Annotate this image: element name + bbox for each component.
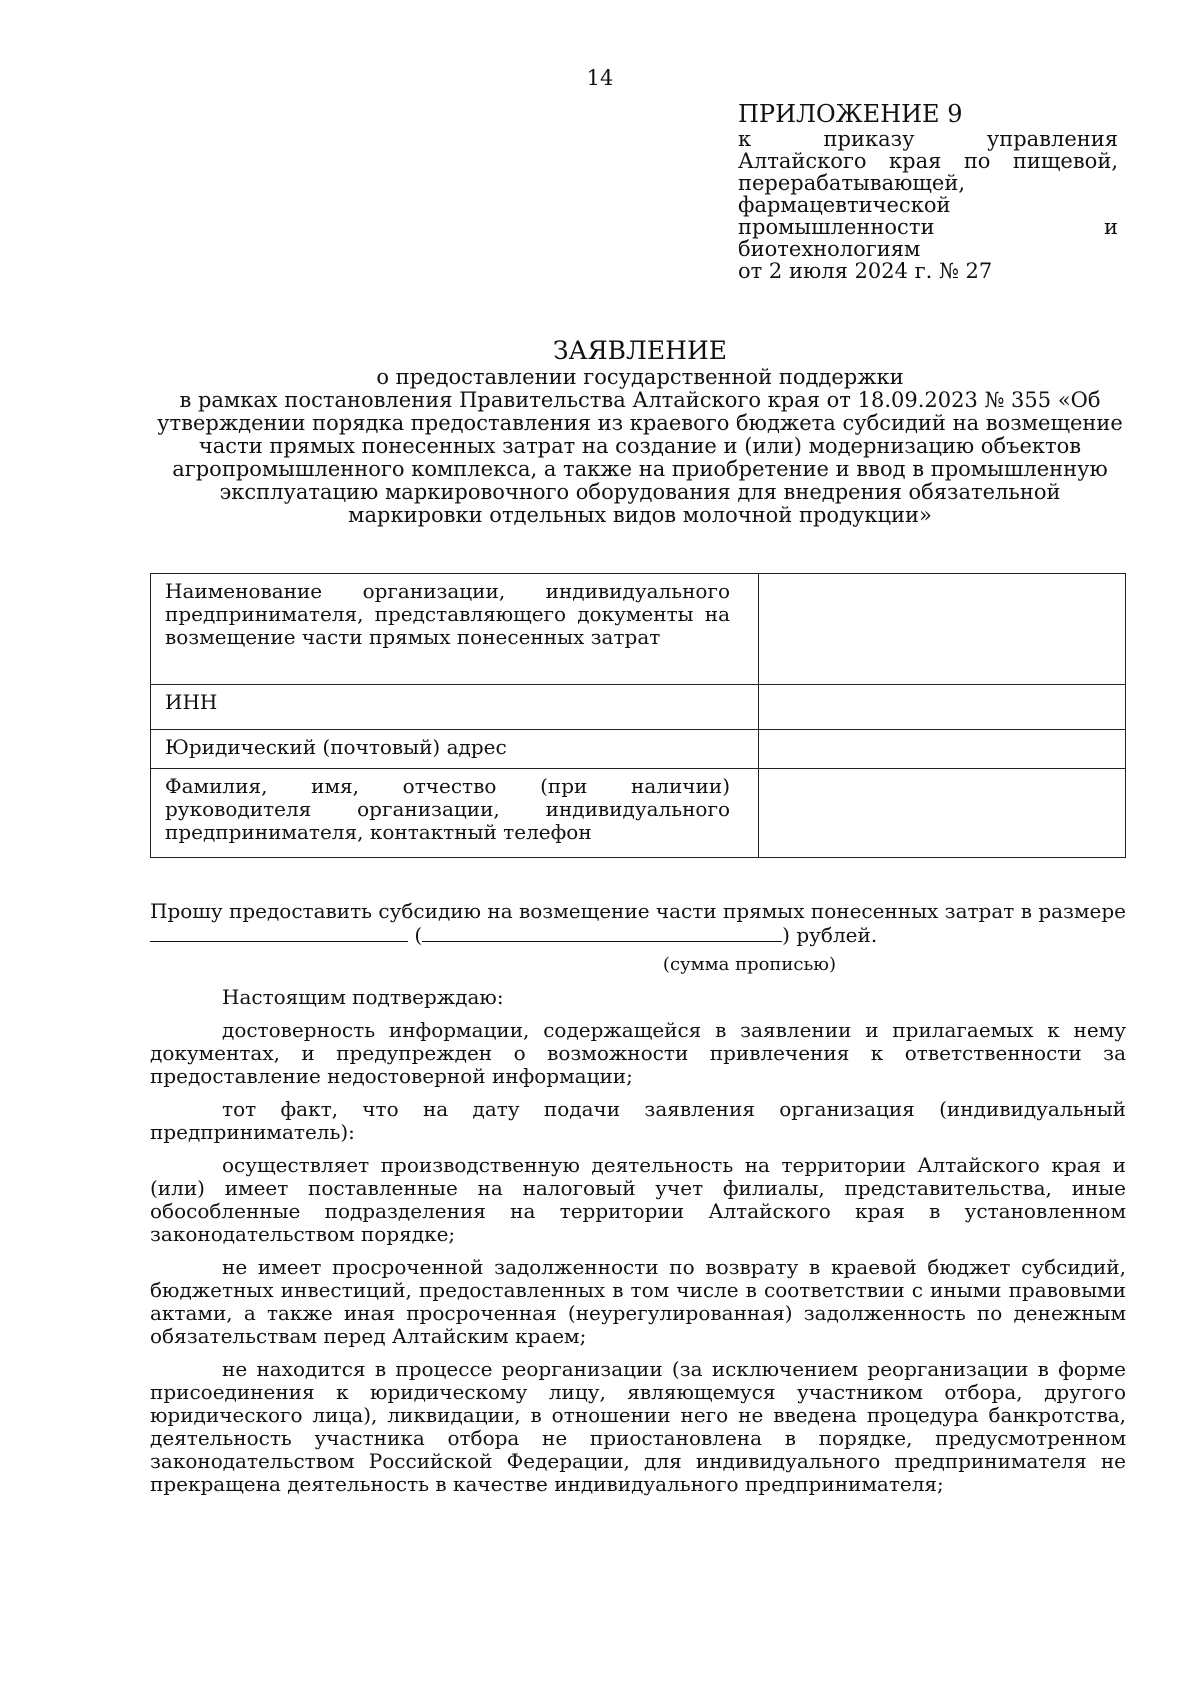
table-row — [151, 769, 1126, 858]
manager-label: Фамилия, имя, отчество (при наличии) руководителя организации, индивидуального предпринимателя, контактный телефон — [151, 769, 759, 858]
amount-words-caption: (сумма прописью) — [662, 954, 836, 975]
address-label: Юридический (почтовый) адрес — [151, 730, 759, 769]
table-row — [151, 685, 1126, 730]
confirm-intro: Настоящим подтверждаю: — [222, 985, 504, 1009]
appendix-body: к приказу управления Алтайского края по пищевой, перерабатывающей, фармацевтической промышленности и биотехнологиям — [738, 127, 1118, 261]
confirm-paragraph-5: не находится в процессе реорганизации (за исключением реорганизации в форме присоединения к юридическому лицу, являющемуся участником отбора, другого юридического лица), ликвидации, в отношении него не введена процедура банкротства, деятельность участника отбора не приостановлена в порядке, предусмотренном законодательством Российской Федерации, для индивидуального предпринимателя не прекращена деятельность в качестве индивидуального предпринимателя; — [150, 1357, 1126, 1496]
confirm-paragraph-2: тот факт, что на дату подачи заявления организация (индивидуальный предприниматель): — [150, 1097, 1126, 1144]
confirm-paragraph-1: достоверность информации, содержащейся в заявлении и прилагаемых к нему документах, и предупрежден о возможности привлечения к ответственности за предоставление недостоверной информации; — [150, 1018, 1126, 1088]
org-name-field[interactable] — [759, 574, 1126, 685]
table-row — [151, 730, 1126, 769]
applicant-info-table — [150, 573, 1126, 858]
open-paren: ( — [414, 923, 423, 947]
inn-label: ИНН — [151, 685, 759, 730]
confirm-paragraph-4: не имеет просроченной задолженности по возврату в краевой бюджет субсидий, бюджетных инвестиций, предоставленных в том числе в соответствии с иными правовыми актами, а также иная просроченная (неурегулированная) задолженность по денежным обязательствам перед Алтайским краем; — [150, 1255, 1126, 1348]
table-row — [151, 574, 1126, 685]
org-name-label: Наименование организации, индивидуального предпринимателя, представляющего документы на возмещение части прямых понесенных затрат — [151, 574, 759, 685]
document-subtitle: о предоставлении государственной поддержки — [376, 365, 904, 389]
rubles-text: ) рублей. — [782, 923, 878, 947]
request-intro: Прошу предоставить субсидию на возмещение части прямых понесенных затрат в размере — [150, 899, 1126, 923]
page-number: 14 — [586, 66, 614, 90]
appendix-block — [738, 100, 1118, 282]
manager-field[interactable] — [759, 769, 1126, 858]
document-body — [150, 900, 1126, 1496]
document-heading — [150, 336, 1130, 527]
inn-field[interactable] — [759, 685, 1126, 730]
document-heading-body: в рамках постановления Правительства Алтайского края от 18.09.2023 № 355 «Об утверждении порядка предоставления из краевого бюджета субсидий на возмещение части прямых понесенных затрат на создание и (или) модернизацию объектов агропромышленного комплекса, а также на приобретение и ввод в промышленную эксплуатацию маркировочного оборудования для внедрения обязательной маркировки отдельных видов молочной продукции» — [157, 388, 1123, 527]
appendix-title: ПРИЛОЖЕНИЕ 9 — [738, 100, 963, 128]
amount-field[interactable] — [150, 923, 408, 942]
confirm-paragraph-3: осуществляет производственную деятельность на территории Алтайского края и (или) имеет поставленные на налоговый учет филиалы, представительства, иные обособленные подразделения на территории Алтайского края в установленном законодательством порядке; — [150, 1153, 1126, 1246]
amount-words-field[interactable] — [422, 923, 782, 942]
document-title: ЗАЯВЛЕНИЕ — [552, 336, 728, 365]
address-field[interactable] — [759, 730, 1126, 769]
appendix-date: от 2 июля 2024 г. № 27 — [738, 259, 993, 283]
request-paragraph — [150, 900, 1126, 947]
